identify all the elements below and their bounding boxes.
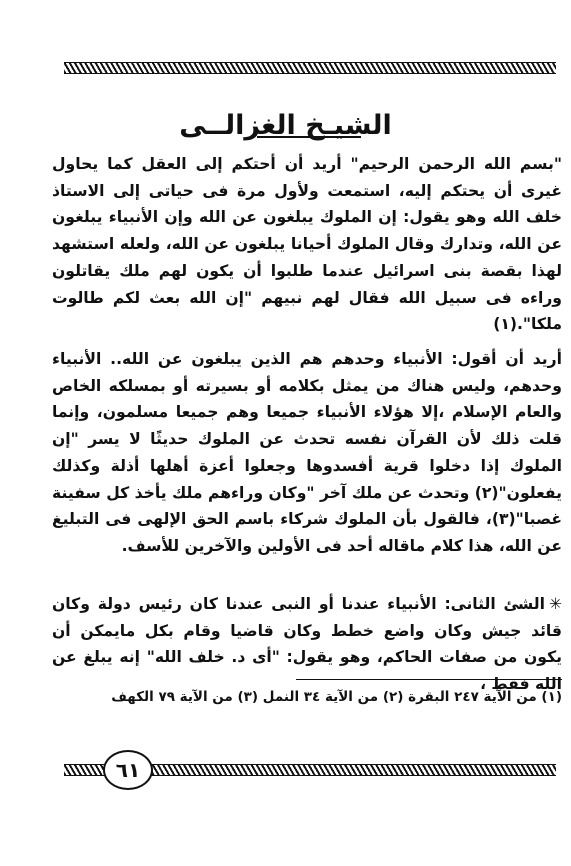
paragraph-1: "بسم الله الرحمن الرحيم" أريد أن أحتكم إلى العقل كما يحاول غيرى أن يحتكم إليه، استمعت ولأول مرة فى حياتى إلى الاستاذ خلف الله وهو يقول: إن الملوك يبلغون عن الله وإن الأنبياء يبلغون عن الله، وتدارك وقال الملوك أحيانا يبلغون عن الله، ولعله استشهد لهذا بقصة بنى اسرائيل عندما طلبوا أن يكون لهم ملك يقاتلون وراءه فى سبيل الله فقال لهم نبيهم "إن الله بعث لكم طالوت ملكا".(١) — [52, 155, 562, 334]
page-title: الشيـخ الغزالــى — [179, 110, 392, 141]
paragraph-3-text: الشئ الثانى: الأنبياء عندنا أو النبى عندنا كان رئيس دولة وكان قائد جيش وكان واضع خطط وكان قاضيا وقام بكل مايمكن أن يكون من صفات الحاكم، وهو يقول: "أى د. خلف الله" إنه يبلغ عن الله فقط ، — [52, 595, 562, 694]
footnotes: (١) من الآية ٢٤٧ البقرة (٢) من الآية ٣٤ النمل (٣) من الآية ٧٩ الكهف — [111, 689, 562, 705]
paragraph-3 — [52, 591, 562, 698]
paragraph-2: أريد أن أقول: الأنبياء وحدهم هم الذين يبلغون عن الله.. الأنبياء وحدهم، وليس هناك من يمثل بكلامه أو بسيرته أو بمسلكه الخاص والعام الإسلام ،إلا هؤلاء الأنبياء جميعا وهم جميعا مسلمون، وإنما قلت ذلك لأن القرآن نفسه تحدث عن الملوك حديثًا لا يسر "إن الملوك إذا دخلوا قرية أفسدوها وجعلوا أعزة أهلها أذلة وكذلك يفعلون"(٢) وتحدث عن ملك آخر "وكان وراءهم ملك يأخذ كل سفينة غصبا"(٣)، فالقول بأن الملوك شركاء باسم الحق الإلهى فى التبليغ عن الله، هذا كلام ماقاله أحد فى الأولين والآخرين للأسف. — [52, 350, 562, 555]
title-underline — [257, 136, 361, 138]
page-number: ٦١ — [103, 750, 153, 790]
top-decorative-rule — [64, 62, 556, 74]
footnote-separator — [296, 679, 562, 680]
asterisk-bullet-icon: ✳ — [548, 595, 562, 613]
